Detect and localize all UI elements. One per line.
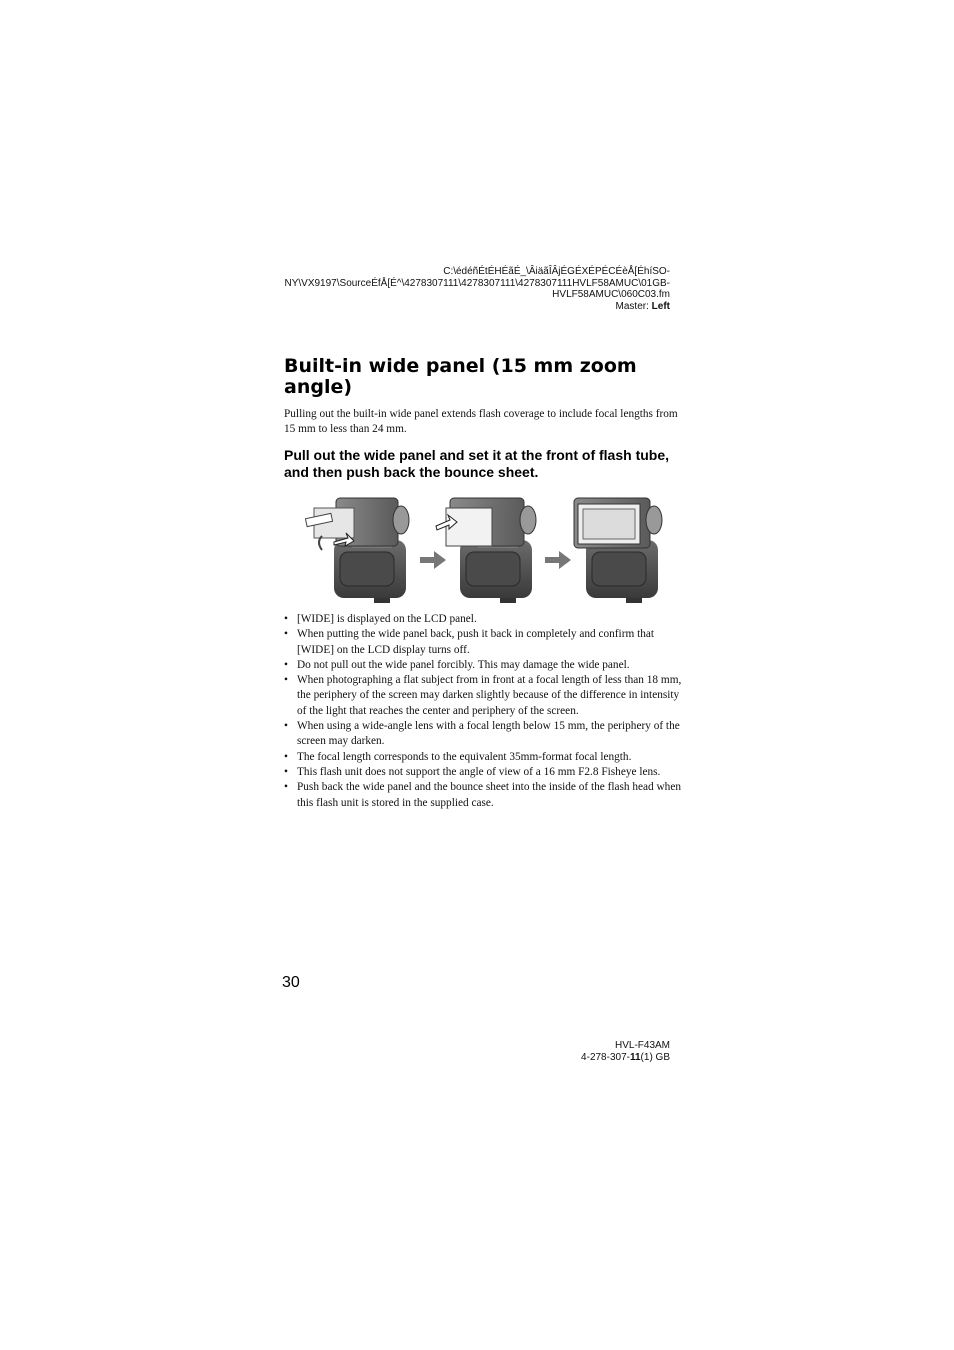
list-item: [284, 658, 686, 673]
flash-unit-step-2: [436, 498, 536, 603]
master-line: [250, 301, 670, 313]
file-path-line-1: C:\édéñÉtÉHÉãÉ_\ÂiäãÎÂjÉGÉXÉPÉCÉèÅ[ÉhíSO-: [443, 266, 670, 277]
file-path-line-3: HVLF58AMUC\060C03.fm: [552, 289, 670, 300]
bullet: •: [284, 750, 288, 763]
model-number: HVL-F43AM: [614, 1040, 670, 1051]
note-text: When using a wide-angle lens with a focal length below 15 mm, the periphery of the screen may darken.: [297, 720, 680, 748]
list-item: [284, 719, 686, 750]
file-path-header: [250, 266, 670, 312]
arrow-right-icon: [545, 551, 571, 569]
page-title: Built-in wide panel (15 mm zoom angle): [284, 355, 637, 398]
note-text: Push back the wide panel and the bounce sheet into the inside of the flash head when this flash unit is stored in the supplied case.: [297, 781, 681, 809]
note-text: Do not pull out the wide panel forcibly. This may damage the wide panel.: [297, 658, 630, 671]
list-item: [284, 673, 686, 719]
flash-unit-step-1: [305, 498, 409, 603]
list-item: [284, 750, 686, 765]
bullet: •: [284, 674, 288, 687]
bullet: •: [284, 781, 288, 794]
bullet: •: [284, 613, 288, 625]
part-code: [370, 1052, 670, 1064]
arrow-right-icon: [420, 551, 446, 569]
wide-panel-illustration: [300, 490, 670, 605]
note-text: This flash unit does not support the angle of view of a 16 mm F2.8 Fisheye lens.: [297, 765, 661, 778]
note-text: The focal length corresponds to the equivalent 35mm-format focal length.: [297, 750, 632, 763]
file-path-line-2: NY\VX9197\SourceÉfÅ[É^\4278307111\4278307111\4278307111HVLF58AMUC\01GB-: [284, 277, 670, 289]
bullet: •: [284, 765, 288, 778]
footer-model-info: [370, 1040, 670, 1063]
list-item: [284, 780, 686, 811]
note-text: When putting the wide panel back, push it back in completely and confirm that [WIDE] on the LCD display turns off.: [297, 628, 655, 656]
part-code-suffix: (1) GB: [640, 1051, 670, 1063]
master-label: Master:: [615, 300, 652, 312]
part-code-revision: 11: [629, 1051, 641, 1063]
master-value: Left: [651, 300, 670, 312]
bullet: •: [284, 720, 288, 733]
intro-paragraph: Pulling out the built-in wide panel extends flash coverage to include focal lengths from 15 mm to less than 24 mm.: [284, 408, 678, 435]
note-text: [WIDE] is displayed on the LCD panel.: [297, 613, 477, 625]
flash-unit-step-3: [574, 498, 662, 603]
note-text: When photographing a flat subject from in front at a focal length of less than 18 mm, the periphery of the screen may darken slightly because of the difference in intensity of the light that reaches the center and periphery of the screen.: [297, 674, 682, 717]
bullet: •: [284, 628, 288, 641]
page-number: 30: [282, 974, 300, 991]
list-item: [284, 612, 686, 627]
step-instruction: Pull out the wide panel and set it at the front of flash tube, and then push back the bounce sheet.: [284, 447, 670, 480]
part-code-prefix: 4-278-307-: [581, 1051, 630, 1063]
list-item: [284, 765, 686, 780]
notes-list: [284, 612, 686, 811]
bullet: •: [284, 658, 288, 671]
list-item: [284, 627, 686, 658]
